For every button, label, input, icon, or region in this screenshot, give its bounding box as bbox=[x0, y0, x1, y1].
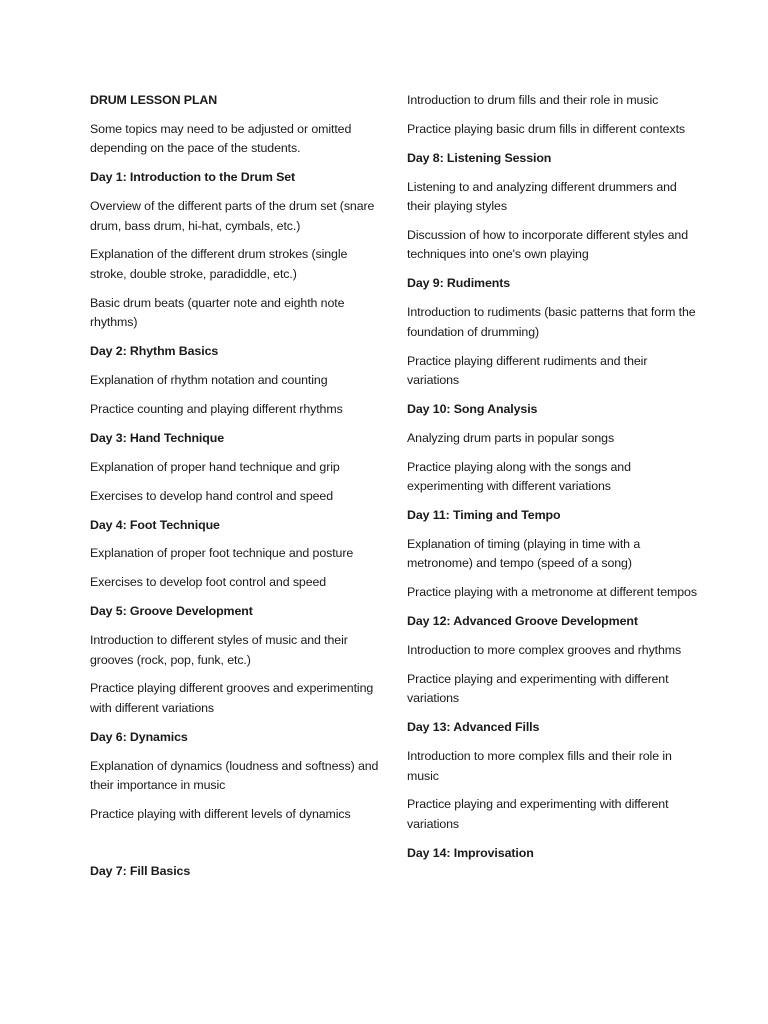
day-4-item: Explanation of proper foot technique and posture bbox=[90, 546, 354, 561]
day-14-heading: Day 14: Improvisation bbox=[407, 845, 534, 860]
day-3-item: Explanation of proper hand technique and grip bbox=[90, 459, 340, 474]
day-7-item: Introduction to drum fills and their role in music bbox=[407, 93, 659, 107]
day-8-item: Listening to and analyzing different drummers and their playing styles bbox=[407, 179, 677, 214]
intro-note: Some topics may need to be adjusted or omitted depending on the pace of the students. bbox=[90, 121, 352, 156]
day-13-item: Introduction to more complex fills and their role in music bbox=[407, 749, 672, 783]
day-2-item: Explanation of rhythm notation and counting bbox=[90, 372, 328, 387]
day-10-item: Practice playing along with the songs and experimenting with different variations bbox=[407, 459, 631, 494]
day-10-item: Analyzing drum parts in popular songs bbox=[407, 430, 615, 445]
day-1-item: Overview of the different parts of the drum set (snare drum, bass drum, hi-hat, cymbals, etc.) bbox=[90, 199, 375, 233]
day-5-item: Practice playing different grooves and experimenting with different variations bbox=[90, 681, 374, 715]
day-6-item: Practice playing with different levels of dynamics bbox=[90, 806, 351, 821]
day-8-item: Discussion of how to incorporate different styles and techniques into one's own playing bbox=[407, 228, 688, 262]
day-8-heading: Day 8: Listening Session bbox=[407, 150, 552, 165]
day-9-heading: Day 9: Rudiments bbox=[407, 276, 511, 291]
day-12-item: Practice playing and experimenting with different variations bbox=[407, 671, 669, 706]
document-title: DRUM LESSON PLAN bbox=[90, 93, 218, 107]
day-10-heading: Day 10: Song Analysis bbox=[407, 401, 538, 416]
day-7-heading: Day 7: Fill Basics bbox=[90, 864, 191, 879]
day-6-heading: Day 6: Dynamics bbox=[90, 729, 188, 744]
day-11-heading: Day 11: Timing and Tempo bbox=[407, 508, 561, 522]
day-3-heading: Day 3: Hand Technique bbox=[90, 430, 224, 445]
day-7-item: Practice playing basic drum fills in different contexts bbox=[407, 121, 686, 136]
day-12-heading: Day 12: Advanced Groove Development bbox=[407, 614, 638, 629]
day-2-item: Practice counting and playing different rhythms bbox=[90, 401, 343, 416]
day-1-item: Explanation of the different drum strokes (single stroke, double stroke, paradiddle, etc.) bbox=[90, 247, 348, 281]
day-3-item: Exercises to develop hand control and speed bbox=[90, 488, 333, 503]
left-column bbox=[90, 91, 380, 891]
day-6-item: Explanation of dynamics (loudness and softness) and their importance in music bbox=[90, 758, 379, 793]
right-column bbox=[407, 91, 699, 873]
day-9-item: Introduction to rudiments (basic patterns that form the foundation of drumming) bbox=[407, 305, 696, 339]
day-4-item: Exercises to develop foot control and speed bbox=[90, 575, 327, 590]
day-13-heading: Day 13: Advanced Fills bbox=[407, 720, 540, 735]
day-13-item: Practice playing and experimenting with different variations bbox=[407, 797, 669, 831]
day-11-item: Explanation of timing (playing in time with a metronome) and tempo (speed of a song) bbox=[407, 536, 641, 571]
day-2-heading: Day 2: Rhythm Basics bbox=[90, 344, 219, 359]
day-4-heading: Day 4: Foot Technique bbox=[90, 517, 220, 532]
day-12-item: Introduction to more complex grooves and rhythms bbox=[407, 643, 682, 658]
day-1-item: Basic drum beats (quarter note and eighth note rhythms) bbox=[90, 295, 345, 330]
day-5-heading: Day 5: Groove Development bbox=[90, 604, 253, 619]
day-11-item: Practice playing with a metronome at different tempos bbox=[407, 585, 697, 600]
day-1-heading: Day 1: Introduction to the Drum Set bbox=[90, 170, 296, 185]
day-9-item: Practice playing different rudiments and their variations bbox=[407, 353, 648, 387]
day-5-item: Introduction to different styles of music and their grooves (rock, pop, funk, etc.) bbox=[90, 633, 348, 667]
